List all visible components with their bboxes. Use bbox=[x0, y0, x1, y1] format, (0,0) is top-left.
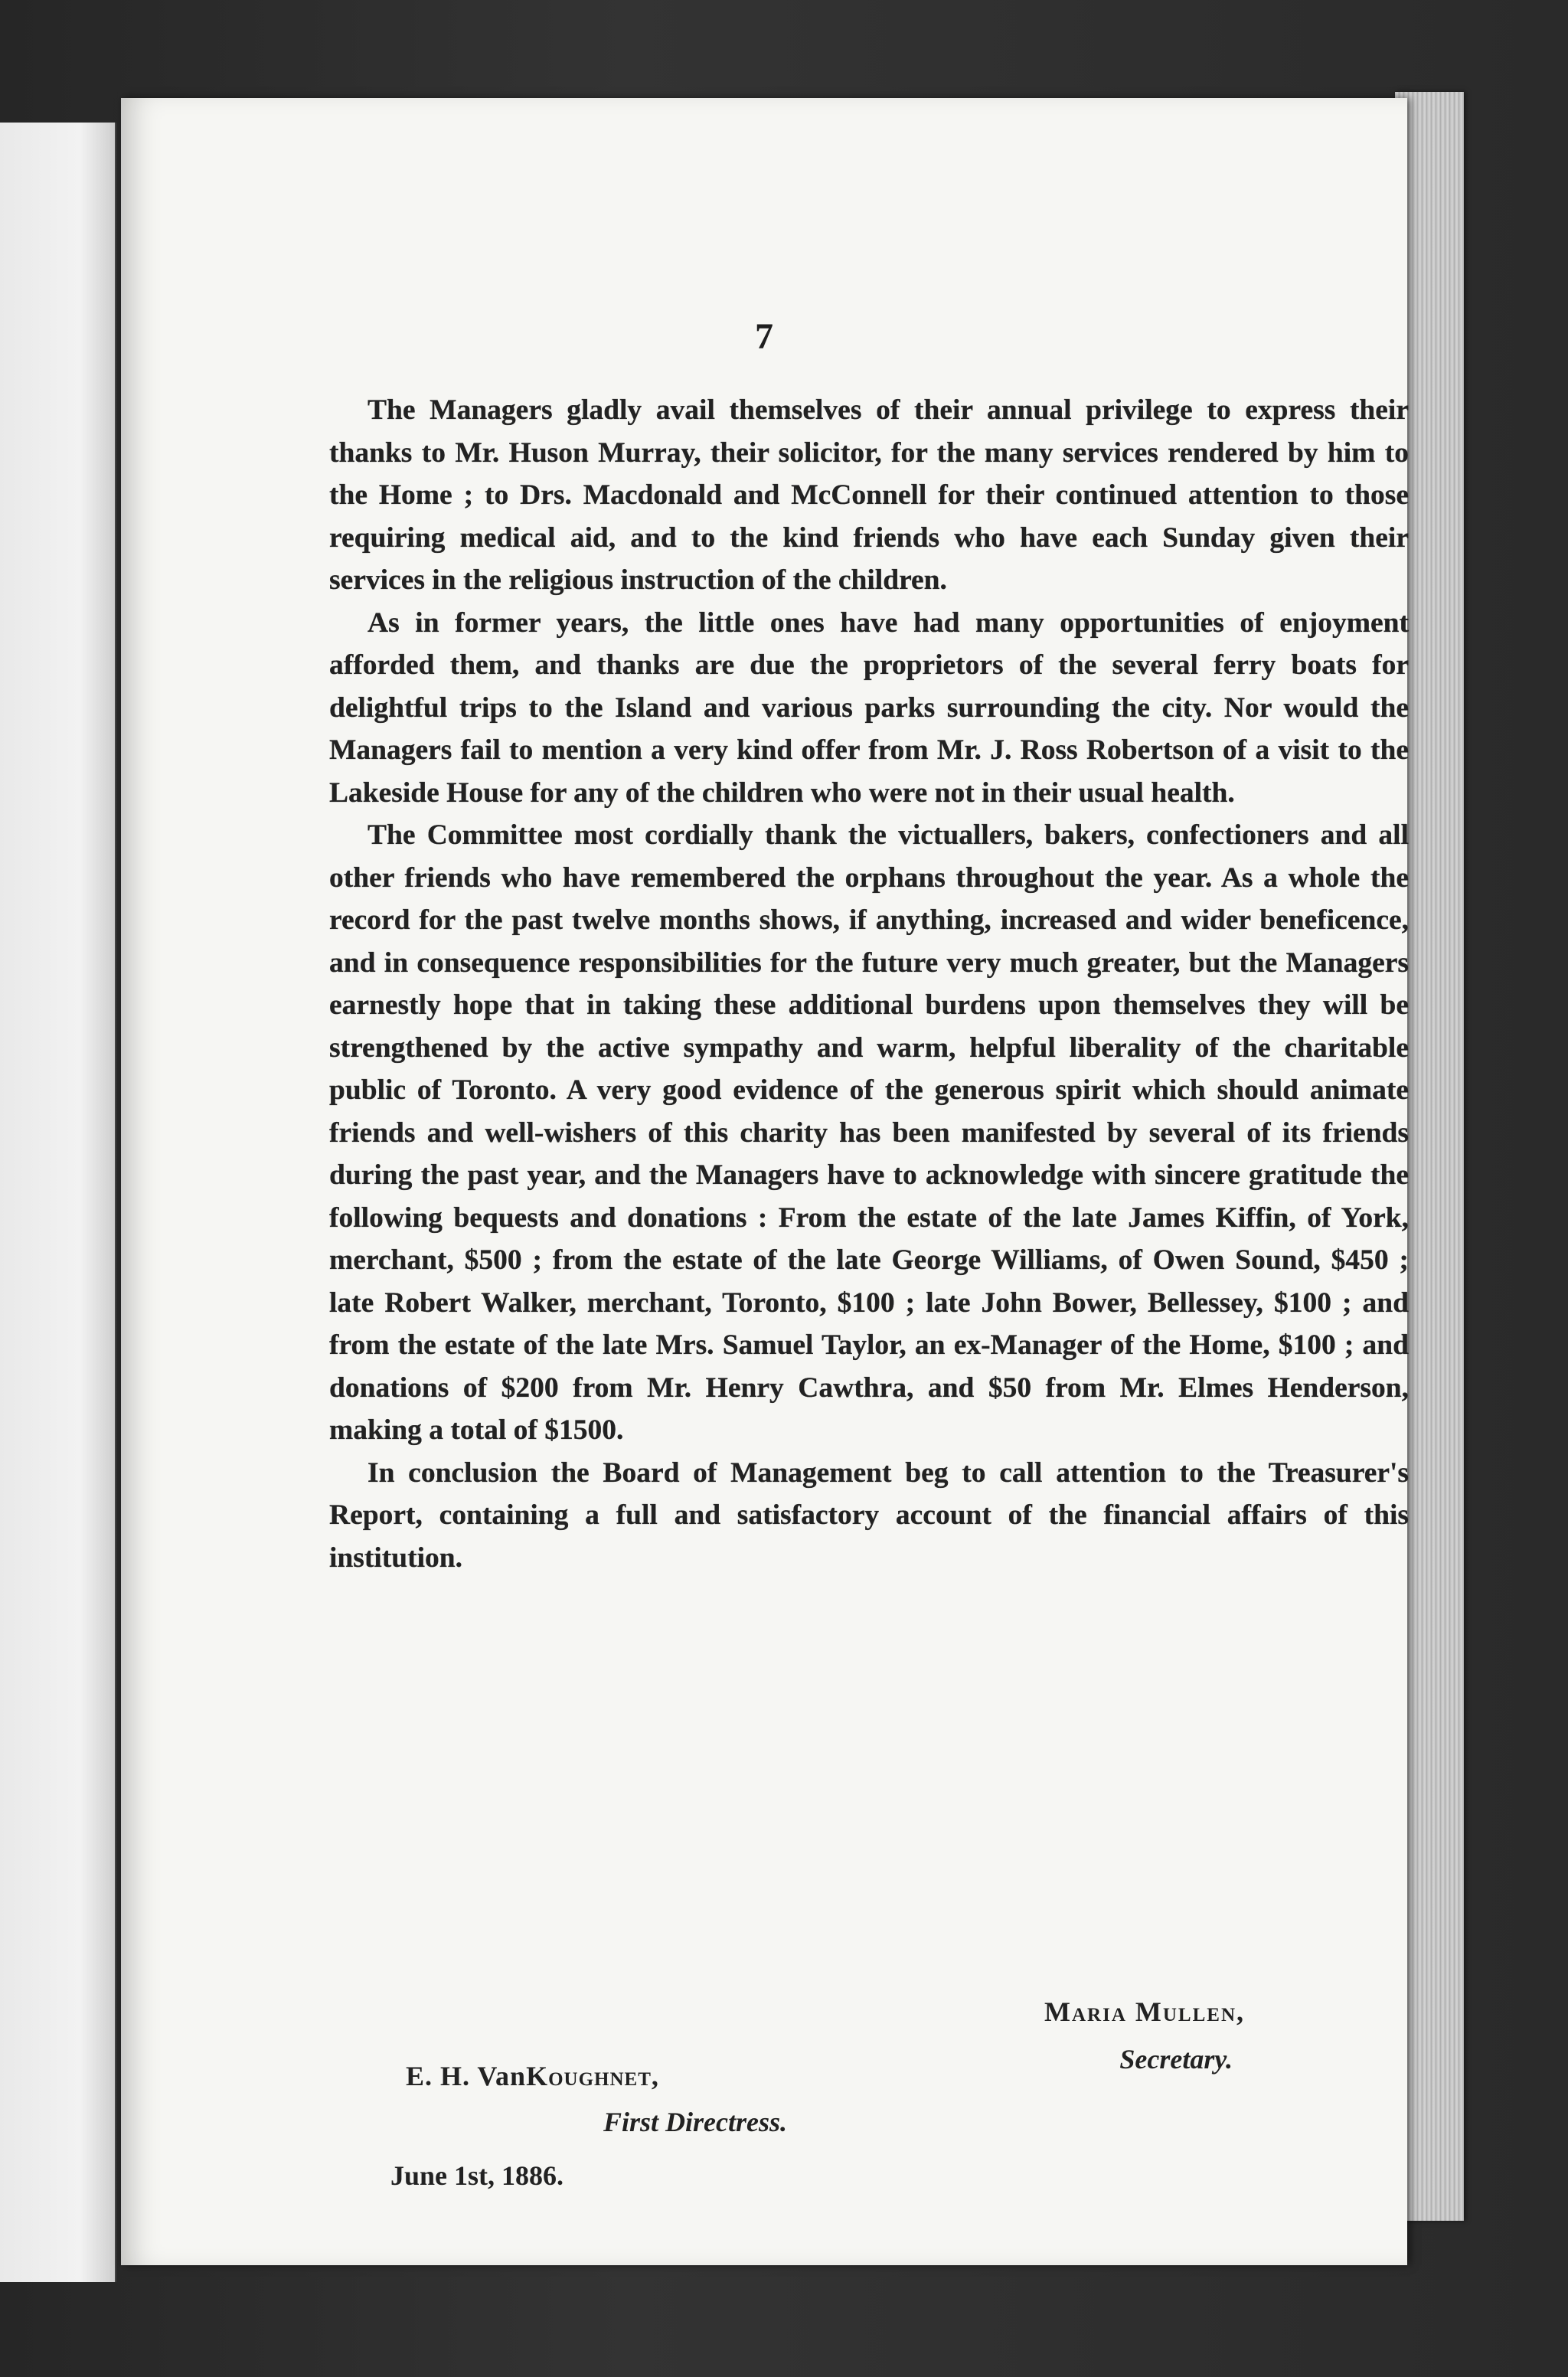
secretary-title: Secretary. bbox=[1119, 2044, 1233, 2075]
paragraph-enjoyment: As in former years, the little ones have had many opportunities of enjoyment afforded them, and thanks are due the proprietors of the several ferry boats for delightful trips to the Island and various parks surrounding the city. Nor would the Managers fail to mention a very kind offer from Mr. J. Ross Robertson of a visit to the Lakeside House for any of the children who were not in their usual health. bbox=[329, 607, 1409, 809]
facing-page-edge bbox=[0, 123, 116, 2282]
paragraph-thanks: The Managers gladly avail themselves of their annual privilege to express their thanks to Mr. Huson Murray, their solicitor, for the many services rendered by him to the Home ; to Drs. Macdonald and McConnell for their continued attention to those requiring medical aid, and to the kind friends who have each Sunday given their services in the religious instruction of the children. bbox=[329, 394, 1409, 596]
paragraph-conclusion: In conclusion the Board of Management beg to call attention to the Treasurer's Report, containing a full and satisfactory account of the financial affairs of this institution. bbox=[329, 1457, 1409, 1574]
report-date: June 1st, 1886. bbox=[390, 2160, 564, 2191]
directress-name-prefix: E. H. Van bbox=[406, 2061, 527, 2091]
directress-title: First Directress. bbox=[603, 2107, 788, 2137]
paragraph-committee: The Committee most cordially thank the victuallers, bakers, confectioners and all other friends who have remembered the orphans throughout the year. As a whole the record for the past twelve months shows, if anything, increased and wider beneficence, and in consequence responsibilities for the future very much greater, but the Managers earnestly hope that in taking these additional burdens upon themselves they will be strengthened by the active sympathy and warm, helpful liberality of the charitable public of Toronto. A very good evidence of the generous spirit which should animate friends and well-wishers of this charity has been manifested by several of its friends during the past year, and the Managers have to acknowledge with sincere gratitude the following bequests and donations : From the estate of the late James Kiffin, of York, merchant, $500 ; from the estate of the late George Williams, of Owen Sound, $450 ; late Robert Walker, merchant, Toronto, $100 ; late John Bower, Bellessey, $100 ; and from the estate of the late Mrs. Samuel Taylor, an ex-Manager of the Home, $100 ; and donations of $200 from Mr. Henry Cawthra, and $50 from Mr. Elmes Henderson, making a total of $1500. bbox=[329, 819, 1409, 1446]
document-page bbox=[121, 98, 1407, 2265]
directress-name bbox=[406, 2060, 659, 2092]
page-number: 7 bbox=[755, 316, 773, 357]
directress-name-rest: Koughnet, bbox=[526, 2061, 659, 2091]
body-text bbox=[329, 389, 1409, 1579]
secretary-name: Maria Mullen, bbox=[1044, 1996, 1245, 2027]
